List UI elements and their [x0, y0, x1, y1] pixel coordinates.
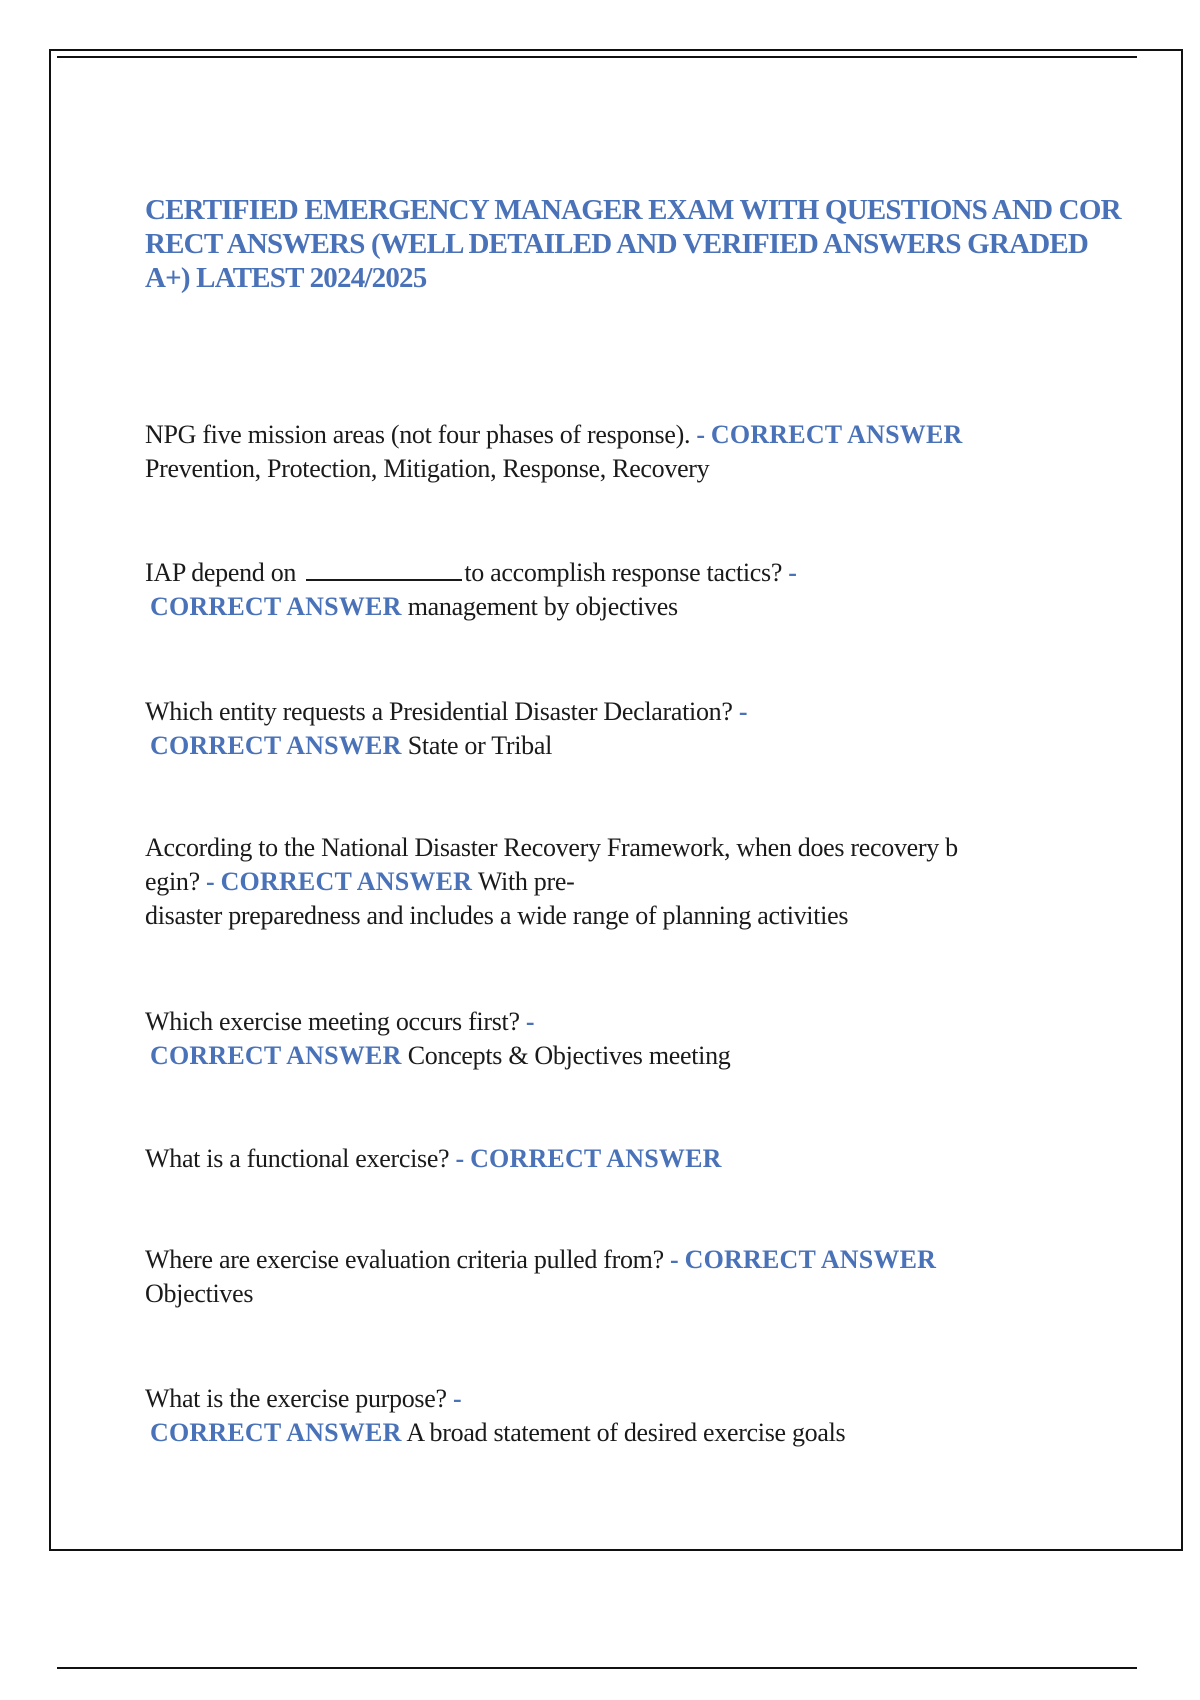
qa-item	[145, 831, 1135, 933]
answer-separator: -	[788, 558, 797, 587]
question-text: NPG five mission areas (not four phases of response).	[145, 420, 691, 449]
answer-separator: -	[455, 1144, 464, 1173]
question-text: According to the National Disaster Recovery Framework, when does recovery b	[145, 833, 958, 862]
correct-answer-label: CORRECT ANSWER	[220, 867, 473, 896]
answer-separator: -	[452, 1384, 462, 1413]
question-text-continued: to accomplish response tactics?	[464, 558, 783, 587]
qa-item	[145, 695, 1135, 763]
correct-answer-label: CORRECT ANSWER	[150, 731, 402, 760]
qa-item	[145, 1243, 1135, 1311]
qa-item	[145, 418, 1135, 486]
correct-answer-label: CORRECT ANSWER	[470, 1144, 722, 1173]
correct-answer-label: CORRECT ANSWER	[150, 1041, 402, 1070]
question-text: What is a functional exercise?	[145, 1144, 450, 1173]
qa-item	[145, 1005, 1135, 1073]
answer-text-continued: disaster preparedness and includes a wide range of planning activities	[145, 901, 849, 930]
answer-separator: -	[206, 867, 215, 896]
answer-text: Objectives	[145, 1279, 254, 1308]
answer-text: management by objectives	[407, 592, 678, 621]
answer-separator: -	[738, 697, 748, 726]
question-text: What is the exercise purpose?	[145, 1384, 447, 1413]
question-text: Which entity requests a Presidential Disaster Declaration?	[145, 697, 733, 726]
answer-separator: -	[525, 1007, 535, 1036]
correct-answer-label: CORRECT ANSWER	[684, 1245, 937, 1274]
fill-in-blank	[306, 557, 462, 581]
answer-separator: -	[696, 420, 705, 449]
answer-text: With pre-	[477, 867, 575, 896]
correct-answer-label: CORRECT ANSWER	[150, 1418, 402, 1447]
question-text: Where are exercise evaluation criteria pulled from?	[145, 1245, 664, 1274]
document-title: CERTIFIED EMERGENCY MANAGER EXAM WITH QUESTIONS AND COR RECT ANSWERS (WELL DETAILED AND VERIFIED ANSWERS GRADED A+) LATEST 2024/2025	[145, 194, 1121, 294]
qa-item	[145, 556, 1135, 624]
question-text: Which exercise meeting occurs first?	[145, 1007, 520, 1036]
qa-item	[145, 1382, 1135, 1450]
qa-item	[145, 1142, 1135, 1176]
question-text-continued: egin?	[145, 867, 200, 896]
answer-text: Prevention, Protection, Mitigation, Response, Recovery	[145, 454, 710, 483]
correct-answer-label: CORRECT ANSWER	[710, 420, 963, 449]
question-text: IAP depend on	[145, 558, 297, 587]
correct-answer-label: CORRECT ANSWER	[150, 592, 402, 621]
answer-text: Concepts & Objectives meeting	[407, 1041, 731, 1070]
answer-text: A broad statement of desired exercise goals	[406, 1418, 846, 1447]
answer-separator: -	[670, 1245, 679, 1274]
answer-text: State or Tribal	[407, 731, 553, 760]
bottom-rule	[57, 1667, 1137, 1669]
